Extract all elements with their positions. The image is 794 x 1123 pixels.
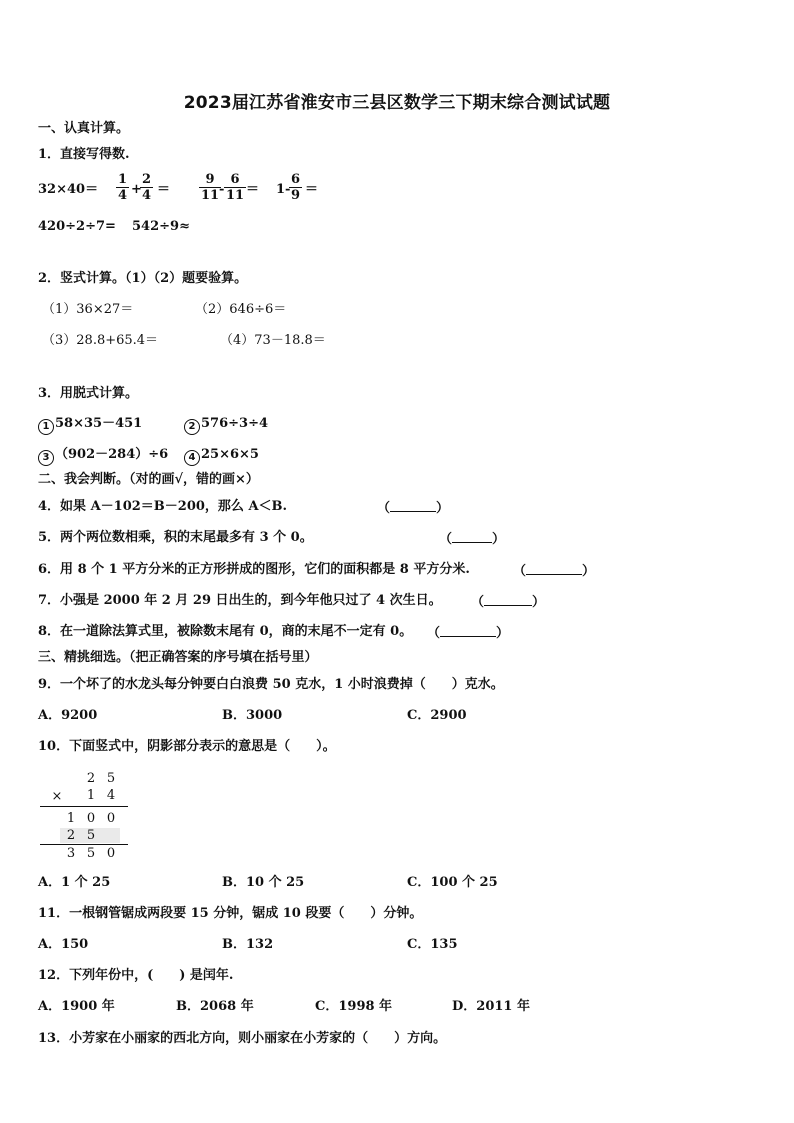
- q2-item-1: （1）36×27＝: [42, 302, 134, 317]
- q3-item-1: 1 58×35－451: [38, 416, 142, 435]
- q1-item-3-operator: -: [219, 182, 225, 197]
- vert-line-2: [40, 844, 128, 845]
- q3-label: 3．用脱式计算。: [38, 386, 139, 401]
- q3-item-2: 2 576÷3÷4: [184, 416, 268, 435]
- q10-text: 10．下面竖式中，阴影部分表示的意思是（ ）。: [38, 739, 336, 754]
- q13-text: 13．小芳家在小丽家的西北方向，则小丽家在小芳家的（ ）方向。: [38, 1031, 447, 1046]
- q9-option-a[interactable]: A．9200: [38, 708, 98, 723]
- vert-r5-hundreds: 3: [66, 846, 76, 861]
- q12-option-b[interactable]: B．2068 年: [176, 999, 254, 1014]
- section-1-heading: 一、认真计算。: [38, 121, 130, 136]
- vert-r5-tens: 5: [86, 846, 96, 861]
- q9-option-b[interactable]: B．3000: [222, 708, 283, 723]
- q12-option-d[interactable]: D．2011 年: [452, 999, 530, 1014]
- judge-answer-5[interactable]: （ ）: [439, 532, 506, 547]
- vert-r3-hundreds: 1: [66, 811, 76, 826]
- vert-r2-ones: 4: [106, 788, 116, 803]
- vert-times-sign: ×: [51, 789, 63, 804]
- judge-answer-8[interactable]: （ ）: [427, 626, 510, 641]
- q1-item-3-fraction-a: 9 11: [201, 172, 220, 203]
- q1-item-3-fraction-b: 6 11: [226, 172, 245, 203]
- q1-item-2-fraction-a: 1 4: [118, 172, 128, 203]
- vert-r2-tens: 1: [86, 788, 96, 803]
- q9-option-c[interactable]: C．2900: [407, 708, 467, 723]
- q1-item-5: 420÷2÷7=: [38, 219, 116, 234]
- q10-option-c[interactable]: C．100 个 25: [407, 875, 498, 890]
- vert-r5-ones: 0: [106, 846, 116, 861]
- q1-item-6: 542÷9≈: [132, 219, 190, 234]
- q1-label: 1．直接写得数.: [38, 147, 130, 162]
- q11-option-c[interactable]: C．135: [407, 937, 458, 952]
- q1-item-4-lead: 1-: [276, 182, 291, 197]
- judge-item-6: 6．用 8 个 1 平方分米的正方形拼成的图形，它们的面积都是 8 平方分米.: [38, 562, 470, 577]
- q2-item-3: （3）28.8+65.4＝: [42, 333, 159, 348]
- q1-item-4-fraction: 6 9: [291, 172, 301, 203]
- vert-line-1: [40, 806, 128, 807]
- q11-text: 11．一根钢管锯成两段要 15 分钟，锯成 10 段要（ ）分钟。: [38, 906, 423, 921]
- q1-item-2-equals: ＝: [157, 182, 171, 197]
- section-3-heading: 三、精挑细选。（把正确答案的序号填在括号里）: [38, 650, 318, 665]
- q1-item-2-fraction-b: 2 4: [142, 172, 152, 203]
- q10-option-b[interactable]: B．10 个 25: [222, 875, 305, 890]
- judge-item-8: 8．在一道除法算式里，被除数末尾有 0，商的末尾不一定有 0。: [38, 624, 413, 639]
- q1-item-4-equals: ＝: [305, 182, 319, 197]
- page-title: 2023届江苏省淮安市三县区数学三下期末综合测试试题: [183, 93, 611, 113]
- judge-answer-7[interactable]: （ ）: [471, 595, 546, 610]
- q3-item-3: 3 （902－284）÷6: [38, 447, 168, 466]
- judge-answer-4[interactable]: （ ）: [377, 501, 450, 516]
- q9-text: 9．一个坏了的水龙头每分钟要白白浪费 50 克水，1 小时浪费掉（ ）克水。: [38, 677, 504, 692]
- q11-option-a[interactable]: A．150: [38, 937, 89, 952]
- q1-item-2-operator: +: [131, 182, 142, 197]
- q1-item-1: 32×40＝: [38, 182, 99, 197]
- q1-item-3-equals: ＝: [246, 182, 260, 197]
- vert-r1-ones: 5: [106, 771, 116, 786]
- q12-option-a[interactable]: A．1900 年: [38, 999, 115, 1014]
- circled-number-2: 2: [184, 419, 200, 435]
- circled-number-1: 1: [38, 419, 54, 435]
- q3-item-4: 4 25×6×5: [184, 447, 259, 466]
- q12-text: 12．下列年份中，( ) 是闰年.: [38, 968, 234, 983]
- q2-item-4: （4）73－18.8＝: [220, 333, 326, 348]
- section-2-heading: 二、我会判断。（对的画√，错的画×）: [38, 472, 259, 487]
- vert-r3-tens: 0: [86, 811, 96, 826]
- q10-option-a[interactable]: A．1 个 25: [38, 875, 111, 890]
- judge-item-4: 4．如果 A－102＝B－200，那么 A＜B.: [38, 499, 288, 514]
- q11-option-b[interactable]: B．132: [222, 937, 274, 952]
- circled-number-3: 3: [38, 450, 54, 466]
- q2-item-2: （2）646÷6＝: [195, 302, 287, 317]
- vert-r4-hundreds: 2: [66, 828, 76, 843]
- vert-r4-tens: 5: [86, 828, 96, 843]
- vert-r1-tens: 2: [86, 771, 96, 786]
- judge-answer-6[interactable]: （ ）: [513, 564, 596, 579]
- vert-r3-ones: 0: [106, 811, 116, 826]
- circled-number-4: 4: [184, 450, 200, 466]
- q2-label: 2．竖式计算。（1）（2）题要验算。: [38, 271, 248, 286]
- judge-item-5: 5．两个两位数相乘，积的末尾最多有 3 个 0。: [38, 530, 313, 545]
- judge-item-7: 7．小强是 2000 年 2 月 29 日出生的，到今年他只过了 4 次生日。: [38, 593, 442, 608]
- q12-option-c[interactable]: C．1998 年: [315, 999, 393, 1014]
